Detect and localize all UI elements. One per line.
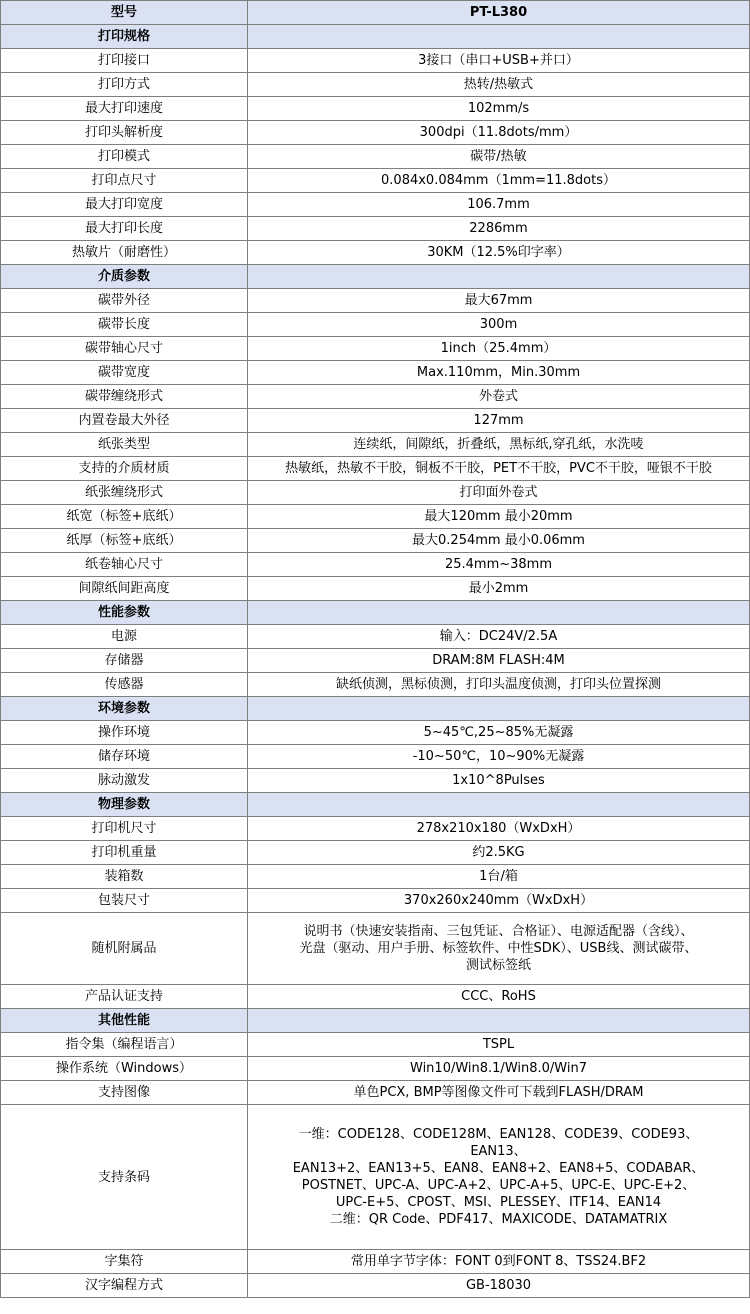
spec-value: 0.084x0.084mm（1mm=11.8dots） <box>248 169 750 193</box>
spec-value-line: EAN13、 <box>470 1144 527 1159</box>
spec-label: 热敏片（耐磨性） <box>1 241 248 265</box>
spec-value: 370x260x240mm（WxDxH） <box>248 889 750 913</box>
spec-value-line: 测试标签纸 <box>465 958 531 973</box>
spec-row <box>1 721 750 745</box>
spec-row <box>1 649 750 673</box>
spec-row <box>1 841 750 865</box>
spec-value: 300m <box>248 313 750 337</box>
spec-value: 106.7mm <box>248 193 750 217</box>
section-header-row <box>1 793 750 817</box>
spec-label: 纸张类型 <box>1 433 248 457</box>
spec-row <box>1 385 750 409</box>
spec-label: 支持图像 <box>1 1081 248 1105</box>
spec-row <box>1 553 750 577</box>
spec-row <box>1 217 750 241</box>
spec-label: 打印机重量 <box>1 841 248 865</box>
section-title: 其他性能 <box>1 1009 248 1033</box>
spec-row <box>1 73 750 97</box>
spec-label: 打印方式 <box>1 73 248 97</box>
spec-value: 最大0.254mm 最小0.06mm <box>248 529 750 553</box>
spec-value-line: EAN13+2、EAN13+5、EAN8、EAN8+2、EAN8+5、CODABAR、 <box>292 1161 705 1176</box>
model-label: 型号 <box>1 1 248 25</box>
spec-label: 脉动激发 <box>1 769 248 793</box>
spec-label: 最大打印长度 <box>1 217 248 241</box>
spec-value: 5~45℃,25~85%无凝露 <box>248 721 750 745</box>
section-title: 打印规格 <box>1 25 248 49</box>
spec-value-line: 说明书（快速安装指南、三包凭证、合格证）、电源适配器（含线）、 <box>303 924 694 939</box>
spec-value: 300dpi（11.8dots/mm） <box>248 121 750 145</box>
spec-value: 热敏纸，热敏不干胶，铜板不干胶，PET不干胶，PVC不干胶，哑银不干胶 <box>248 457 750 481</box>
header-row <box>1 1 750 25</box>
spec-row <box>1 337 750 361</box>
spec-value: DRAM:8M FLASH:4M <box>248 649 750 673</box>
spec-value: 连续纸，间隙纸，折叠纸，黑标纸,穿孔纸，水洗唛 <box>248 433 750 457</box>
spec-row <box>1 625 750 649</box>
spec-value-line: POSTNET、UPC-A、UPC-A+2、UPC-A+5、UPC-E、UPC-E+2、 <box>301 1178 696 1193</box>
spec-label: 指令集（编程语言） <box>1 1033 248 1057</box>
section-filler-cell <box>248 601 750 625</box>
spec-value: 输入：DC24V/2.5A <box>248 625 750 649</box>
spec-row <box>1 985 750 1009</box>
spec-row <box>1 433 750 457</box>
spec-value: Win10/Win8.1/Win8.0/Win7 <box>248 1057 750 1081</box>
spec-value: 1inch（25.4mm） <box>248 337 750 361</box>
spec-value: 最大120mm 最小20mm <box>248 505 750 529</box>
spec-value: 2286mm <box>248 217 750 241</box>
spec-label: 支持的介质材质 <box>1 457 248 481</box>
spec-value-multiline <box>248 1105 750 1250</box>
spec-value: 25.4mm~38mm <box>248 553 750 577</box>
section-title: 介质参数 <box>1 265 248 289</box>
spec-label: 纸宽（标签+底纸） <box>1 505 248 529</box>
spec-label: 支持条码 <box>1 1105 248 1250</box>
spec-label: 打印头解析度 <box>1 121 248 145</box>
spec-row <box>1 145 750 169</box>
spec-row-multiline <box>1 913 750 985</box>
spec-label: 纸卷轴心尺寸 <box>1 553 248 577</box>
spec-row <box>1 169 750 193</box>
spec-value-line: 光盘（驱动、用户手册、标签软件、中性SDK）、USB线、测试碳带、 <box>299 941 698 956</box>
spec-row <box>1 889 750 913</box>
spec-label: 最大打印宽度 <box>1 193 248 217</box>
spec-value-line: UPC-E+5、CPOST、MSI、PLESSEY、ITF14、EAN14 <box>335 1195 662 1210</box>
spec-value: 热转/热敏式 <box>248 73 750 97</box>
spec-value: CCC、RoHS <box>248 985 750 1009</box>
section-filler-cell <box>248 697 750 721</box>
spec-row <box>1 49 750 73</box>
spec-value: 最大67mm <box>248 289 750 313</box>
spec-value: 约2.5KG <box>248 841 750 865</box>
spec-label: 碳带缠绕形式 <box>1 385 248 409</box>
spec-value: 常用单字节字体：FONT 0到FONT 8、TSS24.BF2 <box>248 1250 750 1274</box>
spec-row <box>1 865 750 889</box>
spec-row <box>1 97 750 121</box>
spec-value: 3接口（串口+USB+并口） <box>248 49 750 73</box>
spec-row <box>1 505 750 529</box>
spec-row <box>1 1081 750 1105</box>
spec-label: 装箱数 <box>1 865 248 889</box>
spec-label: 打印点尺寸 <box>1 169 248 193</box>
spec-value: 1台/箱 <box>248 865 750 889</box>
spec-label: 操作环境 <box>1 721 248 745</box>
section-filler-cell <box>248 25 750 49</box>
section-header-row <box>1 601 750 625</box>
spec-label: 碳带长度 <box>1 313 248 337</box>
spec-row-multiline <box>1 1105 750 1250</box>
spec-label: 最大打印速度 <box>1 97 248 121</box>
spec-row <box>1 1250 750 1274</box>
spec-value: Max.110mm，Min.30mm <box>248 361 750 385</box>
spec-value-line: 二维：QR Code、PDF417、MAXICODE、DATAMATRIX <box>329 1212 668 1227</box>
spec-label: 碳带外径 <box>1 289 248 313</box>
spec-row <box>1 289 750 313</box>
spec-value: 127mm <box>248 409 750 433</box>
section-header-row <box>1 265 750 289</box>
spec-label: 存储器 <box>1 649 248 673</box>
spec-value: 278x210x180（WxDxH） <box>248 817 750 841</box>
section-filler-cell <box>248 1009 750 1033</box>
spec-value: 缺纸侦测，黑标侦测，打印头温度侦测，打印头位置探测 <box>248 673 750 697</box>
spec-label: 纸张缠绕形式 <box>1 481 248 505</box>
spec-row <box>1 673 750 697</box>
spec-value: 最小2mm <box>248 577 750 601</box>
spec-row <box>1 769 750 793</box>
spec-row <box>1 481 750 505</box>
model-value: PT-L380 <box>248 1 750 25</box>
spec-label: 汉字编程方式 <box>1 1274 248 1298</box>
spec-row <box>1 121 750 145</box>
section-title: 环境参数 <box>1 697 248 721</box>
spec-label: 打印模式 <box>1 145 248 169</box>
spec-label: 电源 <box>1 625 248 649</box>
spec-value: 102mm/s <box>248 97 750 121</box>
spec-row <box>1 1274 750 1298</box>
spec-row <box>1 193 750 217</box>
spec-value: GB-18030 <box>248 1274 750 1298</box>
spec-value: 打印面外卷式 <box>248 481 750 505</box>
spec-row <box>1 457 750 481</box>
spec-row <box>1 817 750 841</box>
spec-label: 传感器 <box>1 673 248 697</box>
spec-label: 纸厚（标签+底纸） <box>1 529 248 553</box>
spec-label: 产品认证支持 <box>1 985 248 1009</box>
spec-label: 操作系统（Windows） <box>1 1057 248 1081</box>
spec-row <box>1 529 750 553</box>
spec-row <box>1 577 750 601</box>
spec-label: 打印接口 <box>1 49 248 73</box>
section-filler-cell <box>248 793 750 817</box>
spec-label: 碳带宽度 <box>1 361 248 385</box>
spec-value: 1x10^8Pulses <box>248 769 750 793</box>
section-header-row <box>1 1009 750 1033</box>
spec-row <box>1 745 750 769</box>
spec-label: 打印机尺寸 <box>1 817 248 841</box>
section-title: 性能参数 <box>1 601 248 625</box>
spec-label: 字集符 <box>1 1250 248 1274</box>
section-filler-cell <box>248 265 750 289</box>
spec-table-body <box>1 1 750 1298</box>
spec-row <box>1 1033 750 1057</box>
section-header-row <box>1 25 750 49</box>
spec-label: 储存环境 <box>1 745 248 769</box>
spec-label: 随机附属品 <box>1 913 248 985</box>
spec-row <box>1 241 750 265</box>
spec-row <box>1 409 750 433</box>
spec-value: 单色PCX, BMP等图像文件可下载到FLASH/DRAM <box>248 1081 750 1105</box>
spec-label: 内置卷最大外径 <box>1 409 248 433</box>
spec-row <box>1 1057 750 1081</box>
spec-value: TSPL <box>248 1033 750 1057</box>
spec-value: 碳带/热敏 <box>248 145 750 169</box>
spec-value: 外卷式 <box>248 385 750 409</box>
spec-value-line: 一维：CODE128、CODE128M、EAN128、CODE39、CODE93、 <box>298 1127 699 1142</box>
spec-label: 碳带轴心尺寸 <box>1 337 248 361</box>
spec-value: 30KM（12.5%印字率） <box>248 241 750 265</box>
section-title: 物理参数 <box>1 793 248 817</box>
spec-label: 包装尺寸 <box>1 889 248 913</box>
spec-value: -10~50℃，10~90%无凝露 <box>248 745 750 769</box>
section-header-row <box>1 697 750 721</box>
spec-row <box>1 313 750 337</box>
spec-label: 间隙纸间距高度 <box>1 577 248 601</box>
spec-row <box>1 361 750 385</box>
spec-value-multiline <box>248 913 750 985</box>
